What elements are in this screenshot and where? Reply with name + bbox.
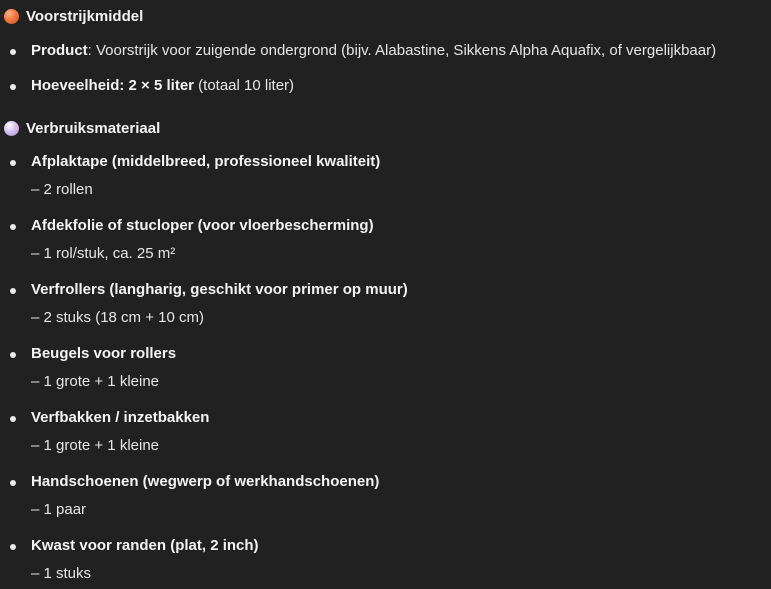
bullet-icon bbox=[10, 49, 16, 55]
orange-circle-icon bbox=[4, 9, 19, 24]
section-title: Voorstrijkmiddel bbox=[26, 7, 144, 25]
purple-circle-icon bbox=[4, 121, 19, 136]
item-title: Beugels voor rollers bbox=[31, 345, 177, 362]
item-detail: – 1 grote + 1 kleine bbox=[31, 437, 160, 454]
item-detail: – 1 stuks bbox=[31, 565, 92, 582]
item-detail: – 1 paar bbox=[31, 501, 87, 518]
bullet-icon bbox=[10, 352, 16, 358]
item-detail: – 2 stuks (18 cm + 10 cm) bbox=[31, 309, 204, 326]
bullet-icon bbox=[10, 288, 16, 294]
item-title: Afdekfolie of stucloper (voor vloerbescherming) bbox=[31, 217, 374, 234]
bullet-icon bbox=[10, 224, 16, 230]
item-detail: – 1 grote + 1 kleine bbox=[31, 373, 160, 390]
item-text: (totaal 10 liter) bbox=[194, 77, 295, 94]
section-heading-voorstrijkmiddel bbox=[4, 5, 143, 27]
section-heading-verbruiksmateriaal bbox=[4, 117, 160, 139]
item-label-rest: : 2 × 5 liter bbox=[119, 77, 194, 94]
item-title: Kwast voor randen (plat, 2 inch) bbox=[31, 537, 259, 554]
bullet-icon bbox=[10, 84, 16, 90]
item-detail: – 1 rol/stuk, ca. 25 m² bbox=[31, 245, 176, 262]
item-title: Afplaktape (middelbreed, professioneel kwaliteit) bbox=[31, 153, 381, 170]
section-title: Verbruiksmateriaal bbox=[26, 119, 161, 137]
item-label: Hoeveelheid bbox=[31, 77, 120, 94]
bullet-icon bbox=[10, 544, 16, 550]
item-title: Verfbakken / inzetbakken bbox=[31, 409, 210, 426]
bullet-icon bbox=[10, 160, 16, 166]
item-title: Handschoenen (wegwerp of werkhandschoenen) bbox=[31, 473, 380, 490]
item-text: : Voorstrijk voor zuigende ondergrond (bijv. Alabastine, Sikkens Alpha Aquafix, of vergelijkbaar) bbox=[87, 42, 717, 59]
item-title: Verfrollers (langharig, geschikt voor primer op muur) bbox=[31, 281, 408, 298]
item-detail: – 2 rollen bbox=[31, 181, 93, 198]
bullet-icon bbox=[10, 480, 16, 486]
bullet-icon bbox=[10, 416, 16, 422]
item-label: Product bbox=[31, 42, 88, 59]
